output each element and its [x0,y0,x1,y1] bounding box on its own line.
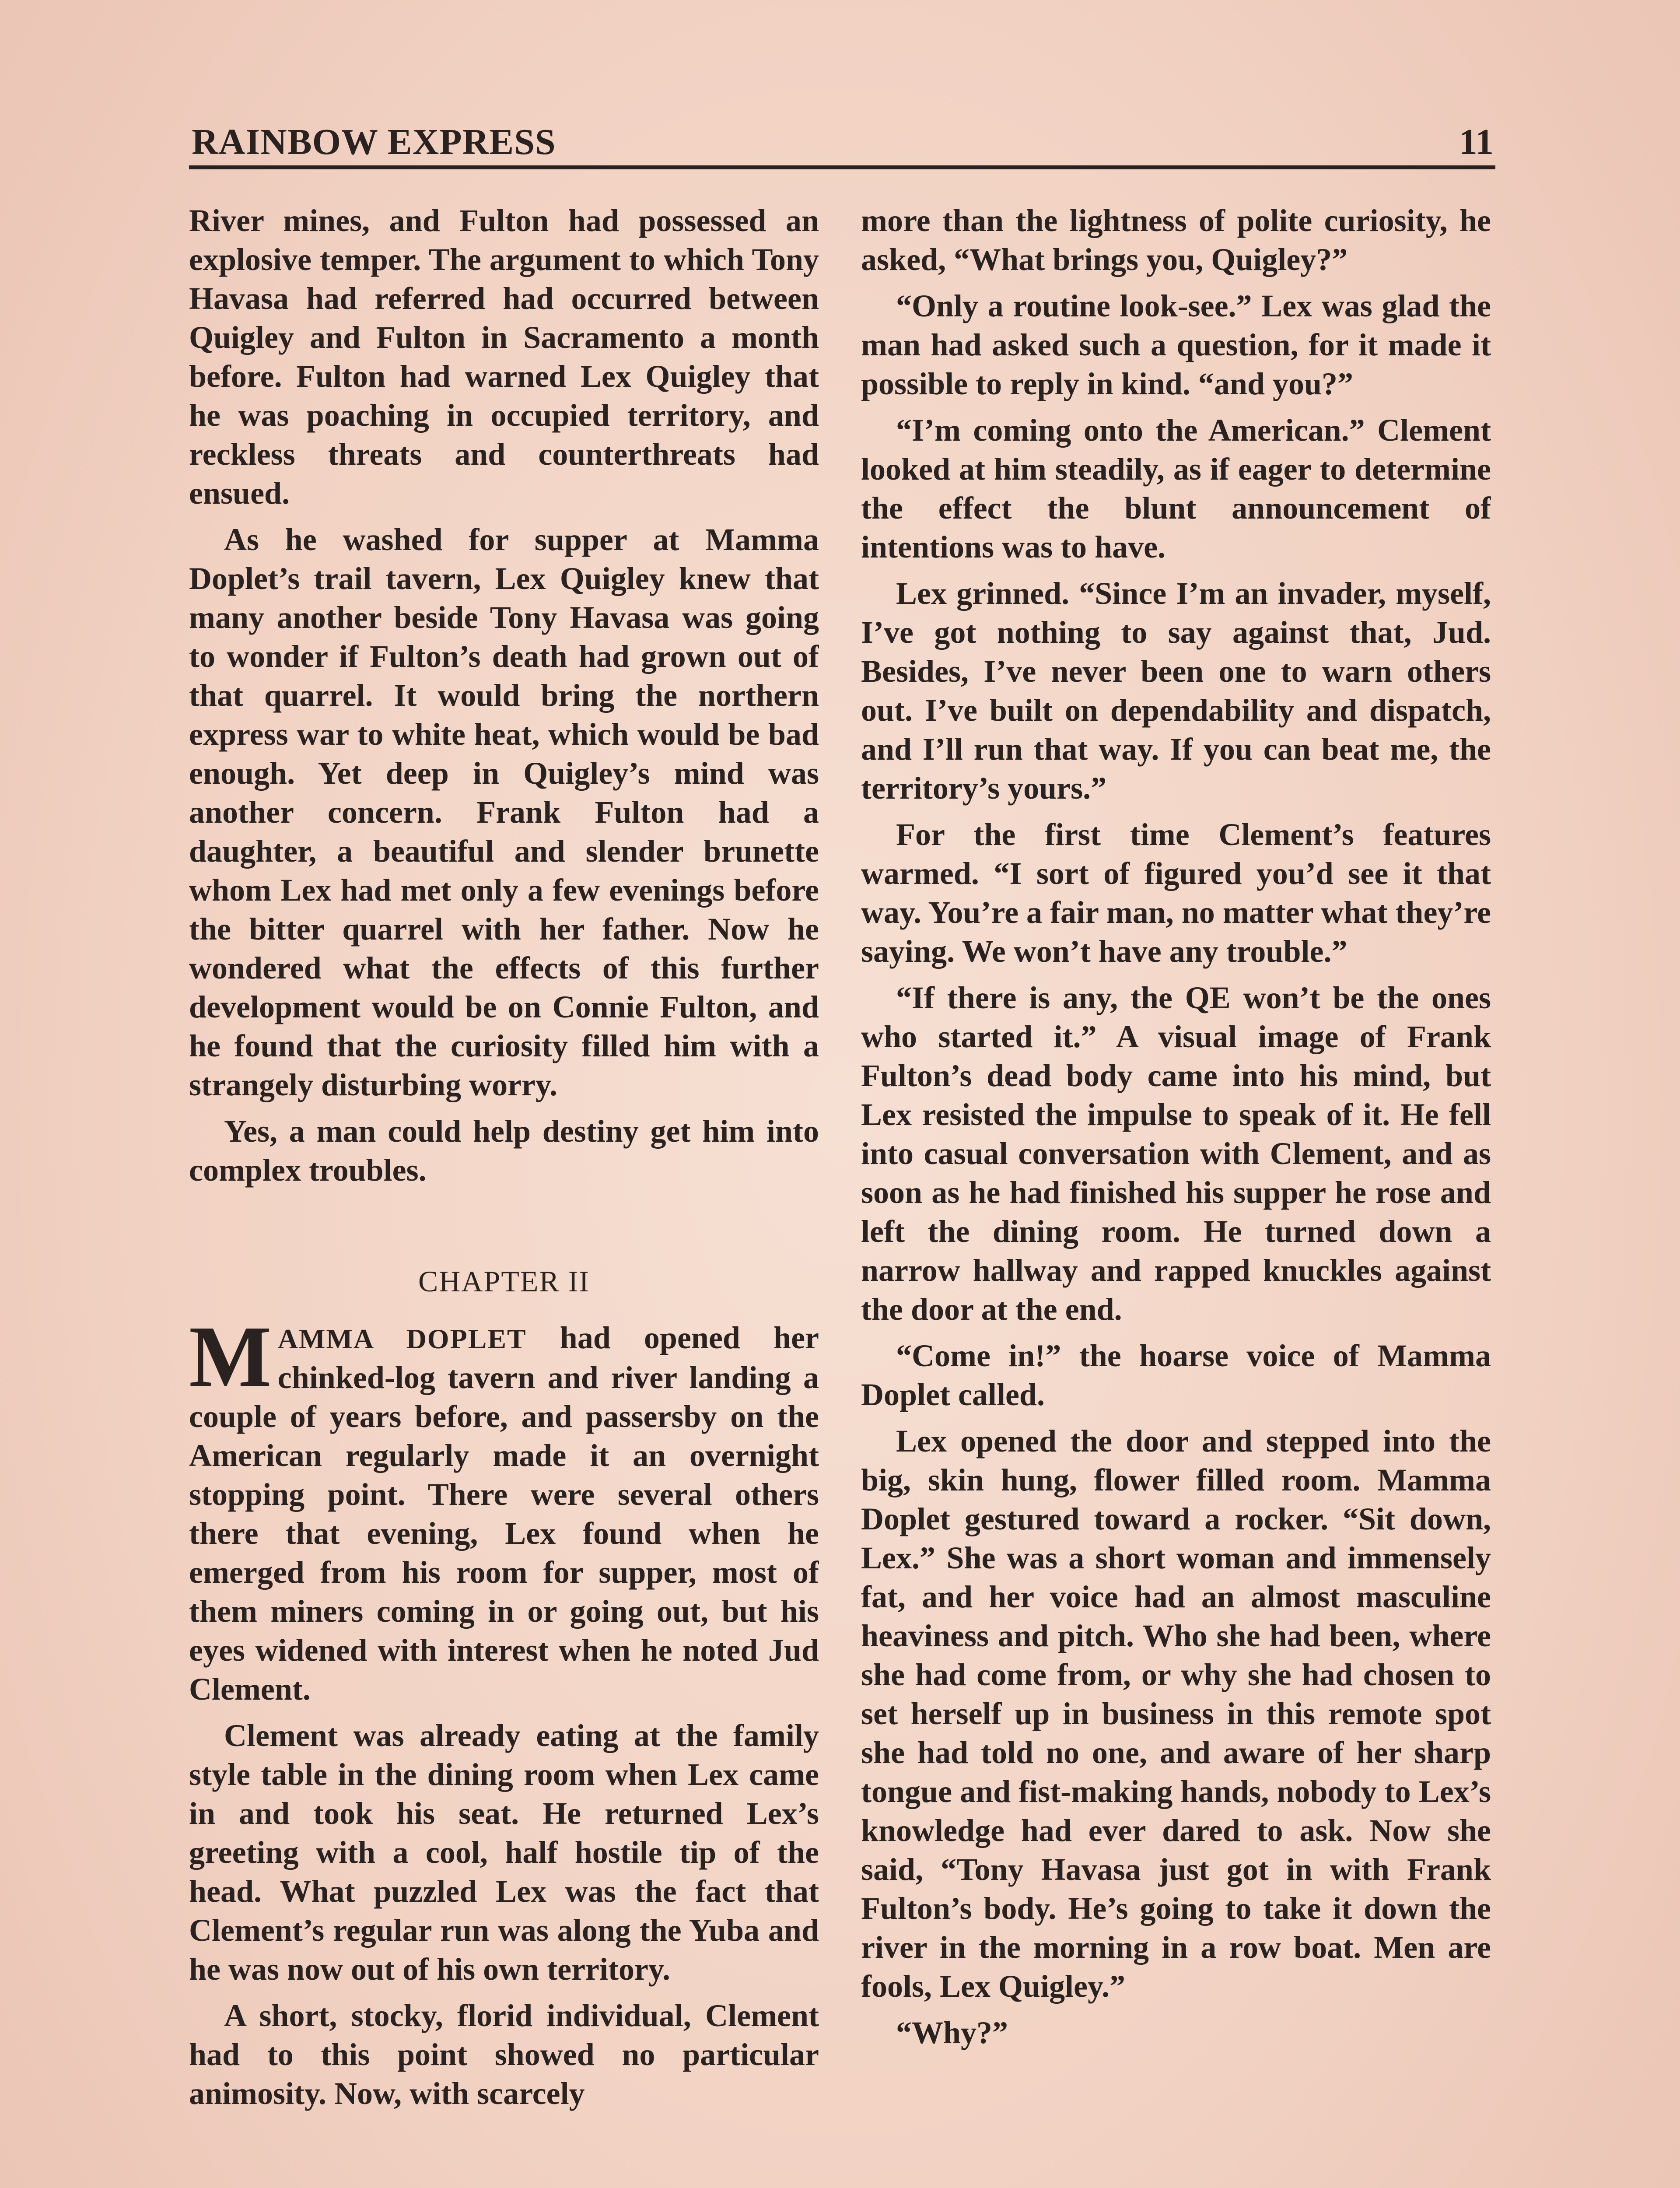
paragraph: A short, stocky, florid individual, Clement had to this point showed no particular animosity. Now, with scarcely [189,1998,819,2111]
paragraph: Lex grinned. “Since I’m an invader, myself, I’ve got nothing to say against that, Jud. Besides, I’ve never been one to warn others out. I’ve built on dependability and dispatch, and I’ll run that way. If you can beat me, the territory’s yours.” [861,576,1491,806]
lead-in-caps: AMMA DOPLET [277,1323,527,1354]
paragraph: “Come in!” the hoarse voice of Mamma Doplet called. [861,1338,1491,1412]
magazine-title: RAINBOW EXPRESS [192,122,556,162]
paragraph: As he washed for supper at Mamma Doplet’s trail tavern, Lex Quigley knew that many another beside Tony Havasa was going to wonder if Fulton’s death had grown out of that quarrel. It would bring the northern express war to white heat, which would be bad enough. Yet deep in Quigley’s mind was another concern. Frank Fulton had a daughter, a beautiful and slender brunette whom Lex had met only a few evenings before the bitter quarrel with her father. Now he wondered what the effects of this further development would be on Connie Fulton, and he found that the curiosity filled him with a strangely disturbing worry. [189,522,819,1102]
paragraph: more than the lightness of polite curiosity, he asked, “What brings you, Quigley?” [861,203,1491,277]
paragraph: Lex opened the door and stepped into the big, skin hung, flower filled room. Mamma Doplet gestured toward a rocker. “Sit down, Lex.” She was a short woman and immensely fat, and her voice had an almost masculine heaviness and pitch. Who she had been, where she had come from, or why she had chosen to set herself up in business in this remote spot she had told no one, and aware of her sharp tongue and fist-making hands, nobody to Lex’s knowledge had ever dared to ask. Now she said, “Tony Havasa just got in with Frank Fulton’s body. He’s going to take it down the river in the morning in a row boat. Men are fools, Lex Quigley.” [861,1424,1491,2004]
drop-cap: M [189,1308,272,1405]
paragraph: “If there is any, the QE won’t be the ones who started it.” A visual image of Frank Fulton’s dead body came into his mind, but Lex resisted the impulse to speak of it. He fell into casual conversation with Clement, and as soon as he had finished his supper he rose and left the dining room. He turned down a narrow hallway and rapped knuckles against the door at the end. [861,980,1491,1327]
chapter-opening-paragraph [189,1308,819,1709]
chapter-heading: CHAPTER II [418,1265,590,1298]
paragraph-text: had opened her chinked-log tavern and river landing a couple of years before, and passersby on the American regularly made it an overnight stopping point. There were several others there that evening, Lex found when he emerged from his room for supper, most of them miners coming in or going out, but his eyes widened with interest when he noted Jud Clement. [189,1320,819,1707]
paragraph: “Why?” [896,2015,1008,2050]
paragraph: “I’m coming onto the American.” Clement looked at him steadily, as if eager to determine the effect the blunt announcement of intentions was to have. [861,413,1491,565]
page-number: 11 [1459,122,1494,162]
paragraph: “Only a routine look-see.” Lex was glad the man had asked such a question, for it made it possible to reply in kind. “and you?” [861,288,1491,401]
running-header [189,117,1495,169]
paragraph: Clement was already eating at the family style table in the dining room when Lex came in and took his seat. He returned Lex’s greeting with a cool, half hostile tip of the head. What puzzled Lex was the fact that Clement’s regular run was along the Yuba and he was now out of his own territory. [189,1718,819,1987]
left-column [189,201,819,2188]
paragraph: Yes, a man could help destiny get him into complex troubles. [189,1114,819,1188]
right-column [861,201,1491,2188]
paragraph: River mines, and Fulton had possessed an explosive temper. The argument to which Tony Havasa had referred had occurred between Quigley and Fulton in Sacramento a month before. Fulton had warned Lex Quigley that he was poaching in occupied territory, and reckless threats and counterthreats had ensued. [189,203,819,511]
paragraph: For the first time Clement’s features warmed. “I sort of figured you’d see it that way. You’re a fair man, no matter what they’re saying. We won’t have any trouble.” [861,817,1491,969]
